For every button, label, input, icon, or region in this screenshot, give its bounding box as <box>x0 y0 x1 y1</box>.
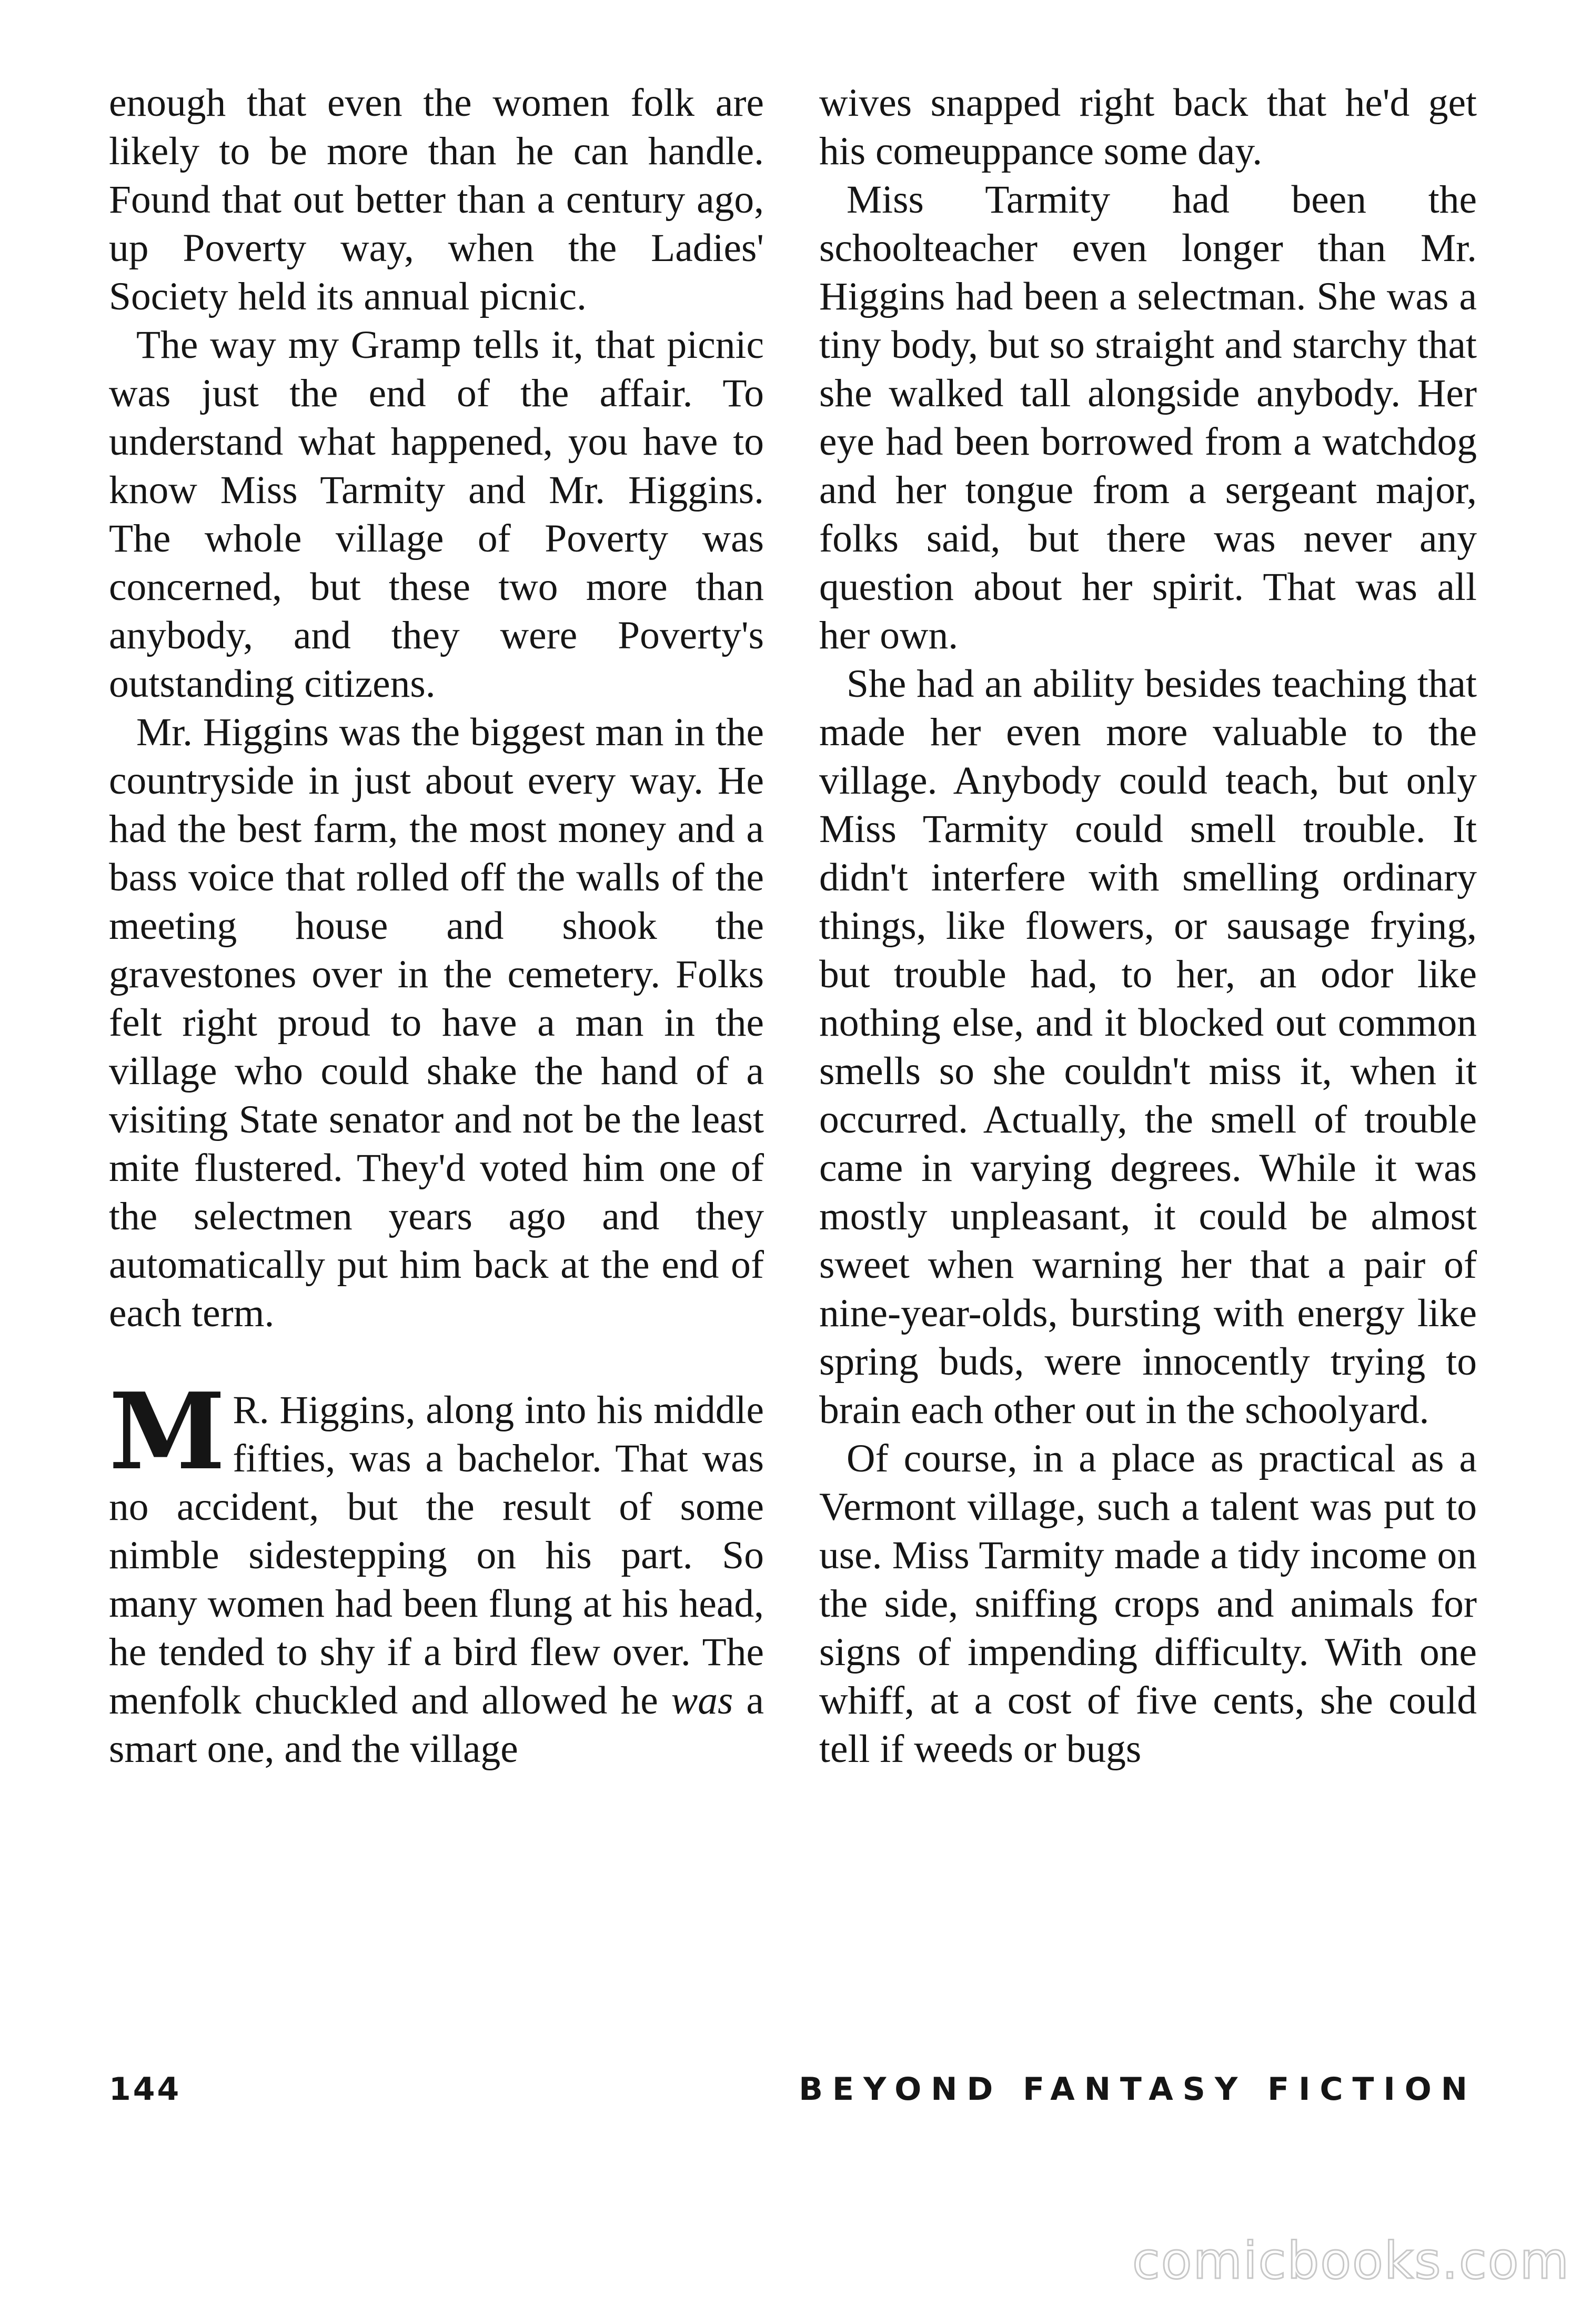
page-number: 144 <box>109 2071 182 2108</box>
paragraph: Of course, in a place as practical as a Vermont village, such a talent was put to use. Miss Tarmity made a tidy income on the side, sniffing crops and animals for signs of impending difficulty. With one whiff, at a cost of five cents, she could tell if weeds or bugs <box>819 1437 1477 1771</box>
paragraph: Mr. Higgins was the biggest man in the countryside in just about every way. He had the best farm, the most money and a bass voice that rolled off the walls of the meeting house and shook the gravestones over in the cemetery. Folks felt right proud to have a man in the village who could shake the hand of a visiting State senator and not be the least mite flustered. They'd voted him one of the selectmen years ago and they automatically put him back at the end of each term. <box>109 710 764 1335</box>
paragraph: The way my Gramp tells it, that picnic was just the end of the affair. To understand what happened, you have to know Miss Tarmity and Mr. Higgins. The whole village of Poverty was concerned, but these two more than anybody, and they were Poverty's outstanding citizens. <box>109 323 764 706</box>
paragraph: She had an ability besides teaching that made her even more valuable to the village. Anybody could teach, but only Miss Tarmity could smell trouble. It didn't interfere with smelling ordinary things, like flowers, or sausage frying, but trouble had, to her, an odor like nothing else, and it blocked out common smells so she couldn't miss it, when it occurred. Actually, the smell of trouble came in varying degrees. While it was mostly unpleasant, it could be almost sweet when warning her that a pair of nine-year-olds, bursting with energy like spring buds, were innocently trying to brain each other out in the schoolyard. <box>819 662 1477 1432</box>
italic-word: was <box>671 1679 733 1722</box>
site-watermark: comicbooks.com <box>1132 2231 1570 2290</box>
paragraph-text: a smart one, and the village <box>109 1679 764 1771</box>
paragraph-text: Higgins, along into his middle fifties, was a bachelor. That was no accident, but the result of some nimble sidestepping on his part. So many women had been flung at his head, he tended to shy if a bird flew over. The menfolk chuckled and allowed he <box>109 1388 764 1722</box>
paragraph: Miss Tarmity had been the schoolteacher even longer than Mr. Higgins had been a selectman. She was a tiny body, but so straight and starchy that she walked tall alongside anybody. Her eye had been borrowed from a watchdog and her tongue from a sergeant major, folks said, but there was never any question about her spirit. That was all her own. <box>819 178 1477 657</box>
page-footer <box>109 2071 1477 2118</box>
paragraph: enough that even the women folk are likely to be more than he can handle. Found that out better than a century ago, up Poverty way, when the Ladies' Society held its annual picnic. <box>109 81 764 318</box>
left-text-column <box>109 79 764 1774</box>
running-title: BEYOND FANTASY FICTION <box>799 2071 1477 2108</box>
paragraph: wives snapped right back that he'd get his comeuppance some day. <box>819 81 1477 173</box>
lead-in-caps: R. <box>233 1388 269 1432</box>
drop-cap-letter: M <box>109 1370 226 1494</box>
section-opening-paragraph <box>109 1370 764 1774</box>
right-text-column <box>819 79 1477 1774</box>
